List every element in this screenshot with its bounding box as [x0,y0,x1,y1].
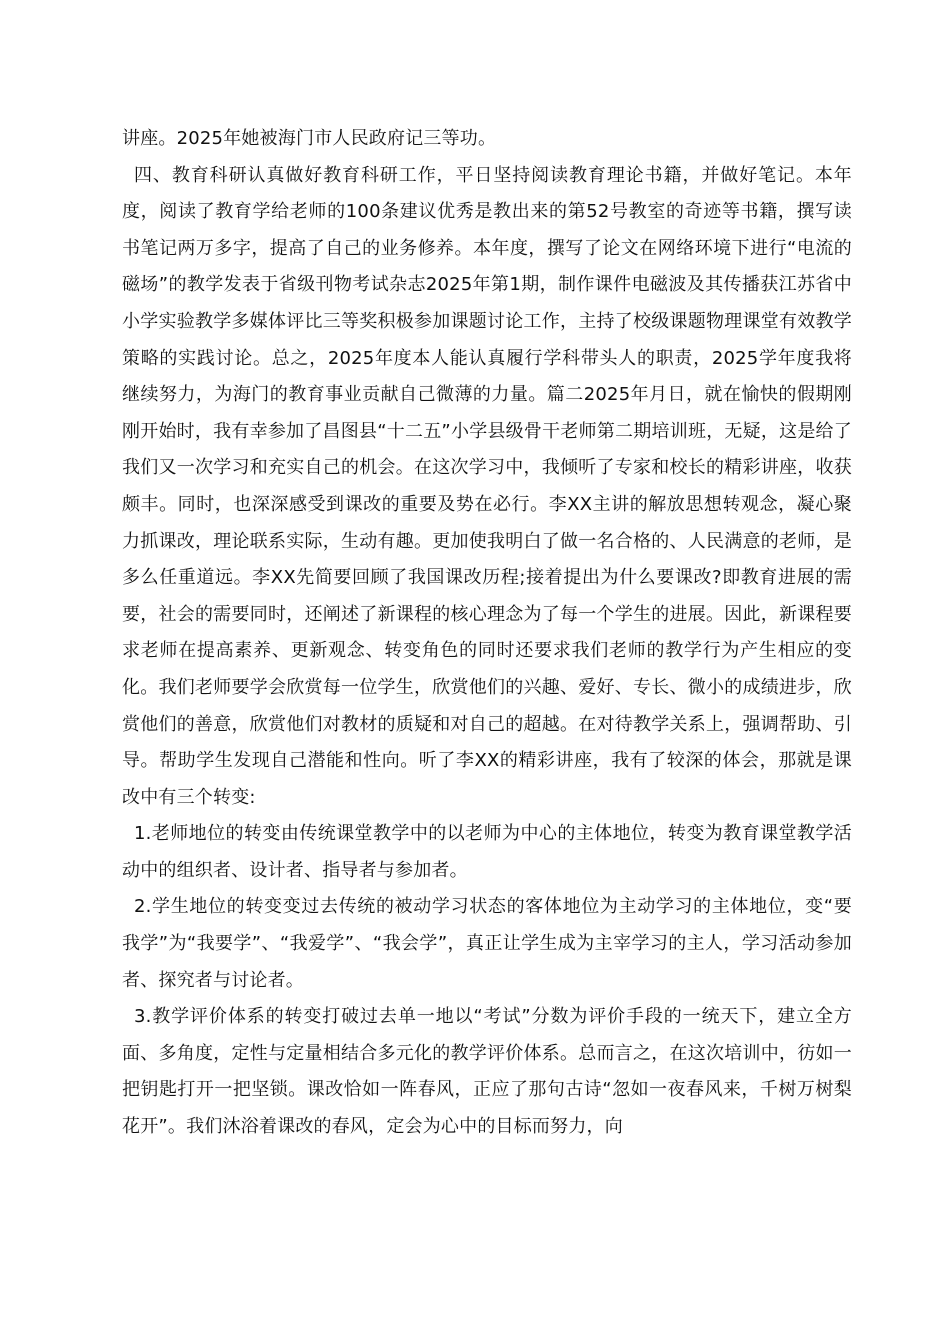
paragraph-research-and-training: 四、教育科研认真做好教育科研工作，平日坚持阅读教育理论书籍，并做好笔记。本年度，阅读了教育学给老师的100条建议优秀是教出来的第52号教室的奇迹等书籍，撰写读书笔记两万多字，提高了自己的业务修养。本年度，撰写了论文在网络环境下进行“电流的磁场”的教学发表于省级刊物考试杂志2025年第1期，制作课件电磁波及其传播获江苏省中小学实验教学多媒体评比三等奖积极参加课题讨论工作，主持了校级课题物理课堂有效教学策略的实践讨论。总之，2025年度本人能认真履行学科带头人的职责，2025学年度我将继续努力，为海门的教育事业贡献自己微薄的力量。篇二2025年月日，就在愉快的假期刚刚开始时，我有幸参加了昌图县“十二五”小学县级骨干老师第二期培训班，无疑，这是给了我们又一次学习和充实自己的机会。在这次学习中，我倾听了专家和校长的精彩讲座，收获颇丰。同时，也深深感受到课改的重要及势在必行。李XX主讲的解放思想转观念，凝心聚力抓课改，理论联系实际，生动有趣。更加使我明白了做一名合格的、人民满意的老师，是多么任重道远。李XX先简要回顾了我国课改历程;接着提出为什么要课改?即教育进展的需要，社会的需要同时，还阐述了新课程的核心理念为了每一个学生的进展。因此，新课程要求老师在提高素养、更新观念、转变角色的同时还要求我们老师的教学行为产生相应的变化。我们老师要学会欣赏每一位学生，欣赏他们的兴趣、爱好、专长、微小的成绩进步，欣赏他们的善意，欣赏他们对教材的质疑和对自己的超越。在对待教学关系上，强调帮助、引导。帮助学生发现自己潜能和性向。听了李XX的精彩讲座，我有了较深的体会，那就是课改中有三个转变: [122,164,852,808]
document-body [122,121,852,1146]
paragraph-change-2-student-role: 2.学生地位的转变变过去传统的被动学习状态的客体地位为主动学习的主体地位，变“要我学”为“我要学”、“我爱学”、“我会学”，真正让学生成为主宰学习的主人，学习活动参加者、探究者与讨论者。 [122,896,852,991]
paragraph-change-1-teacher-role: 1.老师地位的转变由传统课堂教学中的以老师为中心的主体地位，转变为教育课堂教学活动中的组织者、设计者、指导者与参加者。 [122,823,852,881]
paragraph-change-3-evaluation: 3.教学评价体系的转变打破过去单一地以“考试”分数为评价手段的一统天下，建立全方面、多角度，定性与定量相结合多元化的教学评价体系。总而言之，在这次培训中，彷如一把钥匙打开一把坚锁。课改恰如一阵春风，正应了那句古诗“忽如一夜春风来，千树万树梨花开”。我们沐浴着课改的春风，定会为心中的目标而努力，向 [122,1006,852,1138]
paragraph-award-note: 讲座。2025年她被海门市人民政府记三等功。 [122,128,497,149]
